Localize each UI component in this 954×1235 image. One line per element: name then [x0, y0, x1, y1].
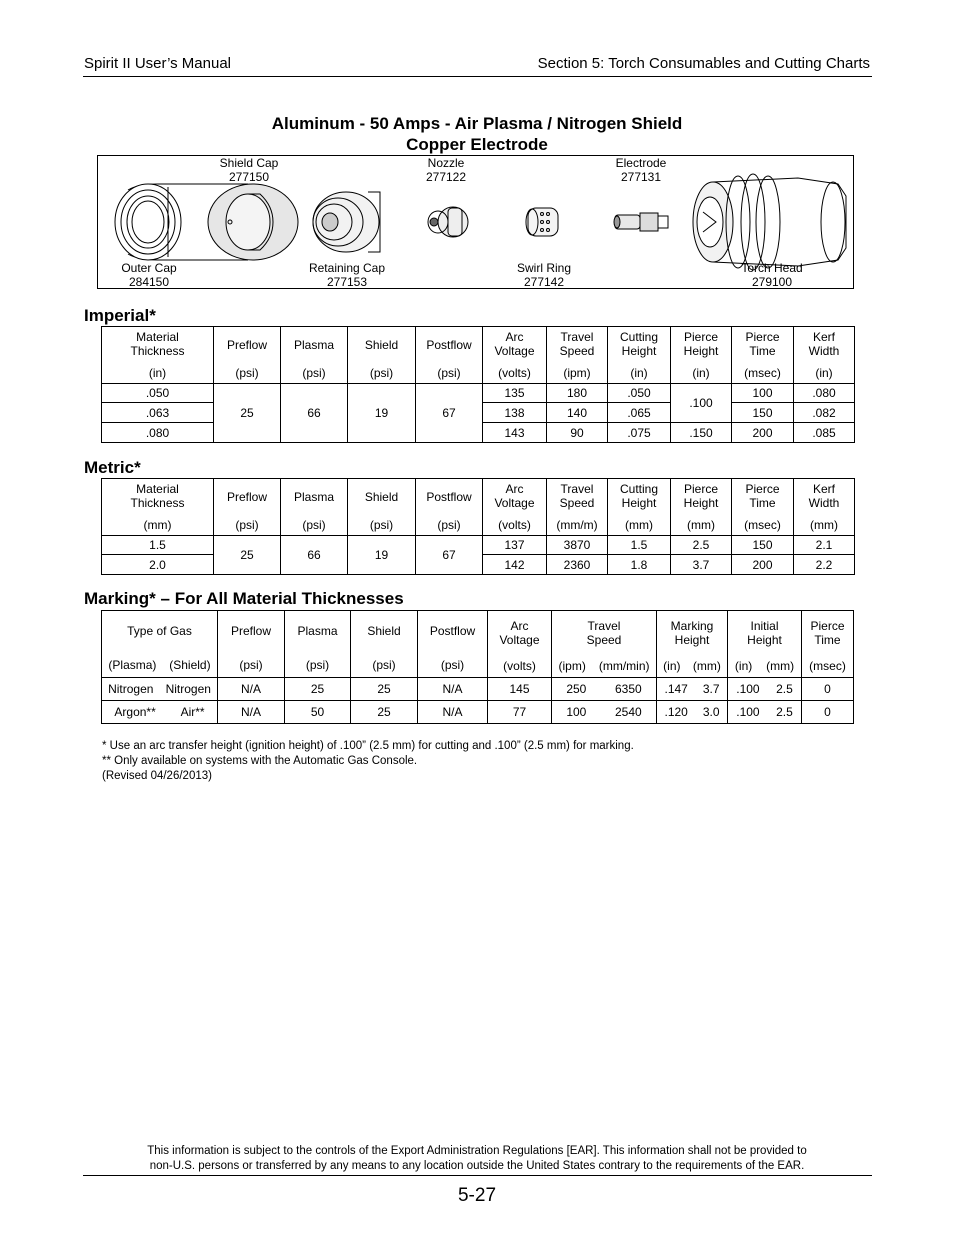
- arc-voltage-cell: 143: [483, 423, 547, 443]
- thickness-cell: .063: [102, 403, 214, 423]
- outer-cap-image: [115, 184, 298, 260]
- gas-cell: Nitrogen Nitrogen: [102, 678, 218, 701]
- header-cell: Initial Height (in) (mm): [728, 611, 802, 678]
- pierce-time-cell: 100: [732, 384, 794, 403]
- marking-height-cell: .120 3.0: [657, 701, 728, 724]
- table-row: [102, 384, 855, 403]
- initial-height-cell: .100 2.5: [728, 678, 802, 701]
- nozzle-label: Nozzle 277122: [425, 156, 467, 184]
- kerf-width-cell: .085: [794, 423, 855, 443]
- table-header-row: [102, 327, 855, 384]
- plasma-cell: 66: [281, 384, 348, 443]
- marking-height-cell: .147 3.7: [657, 678, 728, 701]
- table-header-row: [102, 479, 855, 536]
- note-gas-console: ** Only available on systems with the Automatic Gas Console.: [102, 755, 418, 767]
- arc-voltage-cell: 137: [483, 536, 547, 555]
- note-arc-transfer: * Use an arc transfer height (ignition height) of .100” (2.5 mm) for cutting and .100” (2.5 mm) for marking.: [102, 740, 634, 752]
- header-cell: Plasma (psi): [285, 611, 351, 678]
- header-cell: Cutting Height (mm): [608, 479, 671, 536]
- header-cell: Travel Speed (ipm): [547, 327, 608, 384]
- header-cell: Kerf Width (mm): [794, 479, 855, 536]
- electrode-label: Electrode 277131: [615, 156, 667, 184]
- header-cell: Preflow (psi): [214, 479, 281, 536]
- header-cell: Pierce Height (mm): [671, 479, 732, 536]
- torch-head-label: Torch Head 279100: [741, 261, 803, 289]
- postflow-cell: 67: [416, 384, 483, 443]
- gas-cell: Argon** Air**: [102, 701, 218, 724]
- arc-voltage-cell: 142: [483, 555, 547, 575]
- pierce-height-cell: 2.5: [671, 536, 732, 555]
- thickness-cell: 1.5: [102, 536, 214, 555]
- header-cell: Plasma (psi): [281, 327, 348, 384]
- imperial-table: [101, 326, 855, 443]
- consumables-drawings: [98, 156, 853, 288]
- metric-table: [101, 478, 855, 575]
- header-cell: Preflow (psi): [218, 611, 285, 678]
- preflow-cell: N/A: [218, 701, 285, 724]
- pierce-time-cell: 0: [802, 678, 854, 701]
- postflow-cell: N/A: [418, 678, 488, 701]
- header-cell: Material Thickness (mm): [102, 479, 214, 536]
- header-cell: Postflow (psi): [416, 327, 483, 384]
- arc-voltage-cell: 145: [488, 678, 552, 701]
- pierce-height-cell: .100: [671, 384, 732, 423]
- kerf-width-cell: .082: [794, 403, 855, 423]
- cutting-height-cell: 1.8: [608, 555, 671, 575]
- kerf-width-cell: 2.2: [794, 555, 855, 575]
- cutting-height-cell: .050: [608, 384, 671, 403]
- pierce-height-cell: .150: [671, 423, 732, 443]
- plasma-cell: 25: [285, 678, 351, 701]
- header-cell: Pierce Height (in): [671, 327, 732, 384]
- shield-cell: 19: [348, 536, 416, 575]
- chart-title: Aluminum - 50 Amps - Air Plasma / Nitrogen Shield: [271, 114, 683, 133]
- swirl-ring-image: [526, 208, 558, 236]
- header-cell: Material Thickness (in): [102, 327, 214, 384]
- shield-cell: 25: [351, 701, 418, 724]
- outer-cap-label: Outer Cap 284150: [121, 261, 177, 289]
- table-row: [102, 678, 854, 701]
- marking-table: [101, 610, 854, 724]
- initial-height-cell: .100 2.5: [728, 701, 802, 724]
- retaining-cap-image: [313, 192, 380, 252]
- export-notice: This information is subject to the controls of the Export Administration Regulations [EAR]. This information shall not be provided to non-U.S. persons or transferred by any means to any location outside the United States contrary to the requirements of the EAR.: [147, 1145, 807, 1172]
- header-cell: Kerf Width (in): [794, 327, 855, 384]
- preflow-cell: 25: [214, 384, 281, 443]
- header-cell: Shield (psi): [348, 327, 416, 384]
- electrode-image: [614, 213, 668, 231]
- travel-speed-cell: 140: [547, 403, 608, 423]
- header-cell: Arc Voltage (volts): [483, 479, 547, 536]
- swirl-ring-label: Swirl Ring 277142: [516, 261, 571, 289]
- arc-voltage-cell: 135: [483, 384, 547, 403]
- cutting-height-cell: .065: [608, 403, 671, 423]
- postflow-cell: 67: [416, 536, 483, 575]
- header-cell: Marking Height (in) (mm): [657, 611, 728, 678]
- preflow-cell: 25: [214, 536, 281, 575]
- pierce-height-cell: 3.7: [671, 555, 732, 575]
- thickness-cell: .080: [102, 423, 214, 443]
- arc-voltage-cell: 77: [488, 701, 552, 724]
- chart-subtitle: Copper Electrode: [406, 135, 548, 154]
- header-cell: Pierce Time (msec): [732, 479, 794, 536]
- table-row: [102, 701, 854, 724]
- header-cell: Type of Gas (Plasma) (Shield): [102, 611, 218, 678]
- pierce-time-cell: 0: [802, 701, 854, 724]
- header-cell: Postflow (psi): [416, 479, 483, 536]
- note-revised: (Revised 04/26/2013): [102, 770, 212, 782]
- shield-cell: 19: [348, 384, 416, 443]
- header-cell: Postflow (psi): [418, 611, 488, 678]
- travel-speed-cell: 100 2540: [552, 701, 657, 724]
- travel-speed-cell: 3870: [547, 536, 608, 555]
- preflow-cell: N/A: [218, 678, 285, 701]
- cutting-height-cell: 1.5: [608, 536, 671, 555]
- thickness-cell: .050: [102, 384, 214, 403]
- marking-heading: Marking* – For All Material Thicknesses: [84, 589, 404, 608]
- plasma-cell: 66: [281, 536, 348, 575]
- retaining-cap-label: Retaining Cap 277153: [308, 261, 386, 289]
- pierce-time-cell: 150: [732, 536, 794, 555]
- manual-title: Spirit II User’s Manual: [84, 55, 231, 72]
- travel-speed-cell: 2360: [547, 555, 608, 575]
- shield-cap-label: Shield Cap 277150: [219, 156, 279, 184]
- notes: [102, 739, 634, 784]
- header-cell: Plasma (psi): [281, 479, 348, 536]
- header-cell: Shield (psi): [348, 479, 416, 536]
- arc-voltage-cell: 138: [483, 403, 547, 423]
- header-cell: Pierce Time (msec): [732, 327, 794, 384]
- pierce-time-cell: 150: [732, 403, 794, 423]
- travel-speed-cell: 250 6350: [552, 678, 657, 701]
- header-cell: Preflow (psi): [214, 327, 281, 384]
- shield-cell: 25: [351, 678, 418, 701]
- travel-speed-cell: 180: [547, 384, 608, 403]
- header-cell: Pierce Time (msec): [802, 611, 854, 678]
- table-header-row: [102, 611, 854, 678]
- table-row: [102, 536, 855, 555]
- pierce-time-cell: 200: [732, 423, 794, 443]
- page-number: 5-27: [457, 1185, 497, 1206]
- plasma-cell: 50: [285, 701, 351, 724]
- kerf-width-cell: 2.1: [794, 536, 855, 555]
- header-rule: [83, 76, 872, 77]
- kerf-width-cell: .080: [794, 384, 855, 403]
- pierce-time-cell: 200: [732, 555, 794, 575]
- torch-head-image: [693, 174, 846, 270]
- travel-speed-cell: 90: [547, 423, 608, 443]
- footer-rule: [83, 1175, 872, 1176]
- header-cell: Cutting Height (in): [608, 327, 671, 384]
- header-cell: Travel Speed (ipm) (mm/min): [552, 611, 657, 678]
- cutting-height-cell: .075: [608, 423, 671, 443]
- thickness-cell: 2.0: [102, 555, 214, 575]
- metric-heading: Metric*: [84, 458, 141, 477]
- postflow-cell: N/A: [418, 701, 488, 724]
- header-cell: Shield (psi): [351, 611, 418, 678]
- header-cell: Travel Speed (mm/m): [547, 479, 608, 536]
- header-cell: Arc Voltage (volts): [488, 611, 552, 678]
- nozzle-image: [428, 207, 468, 237]
- header-cell: Arc Voltage (volts): [483, 327, 547, 384]
- section-title: Section 5: Torch Consumables and Cutting Charts: [537, 55, 870, 72]
- imperial-heading: Imperial*: [84, 306, 156, 325]
